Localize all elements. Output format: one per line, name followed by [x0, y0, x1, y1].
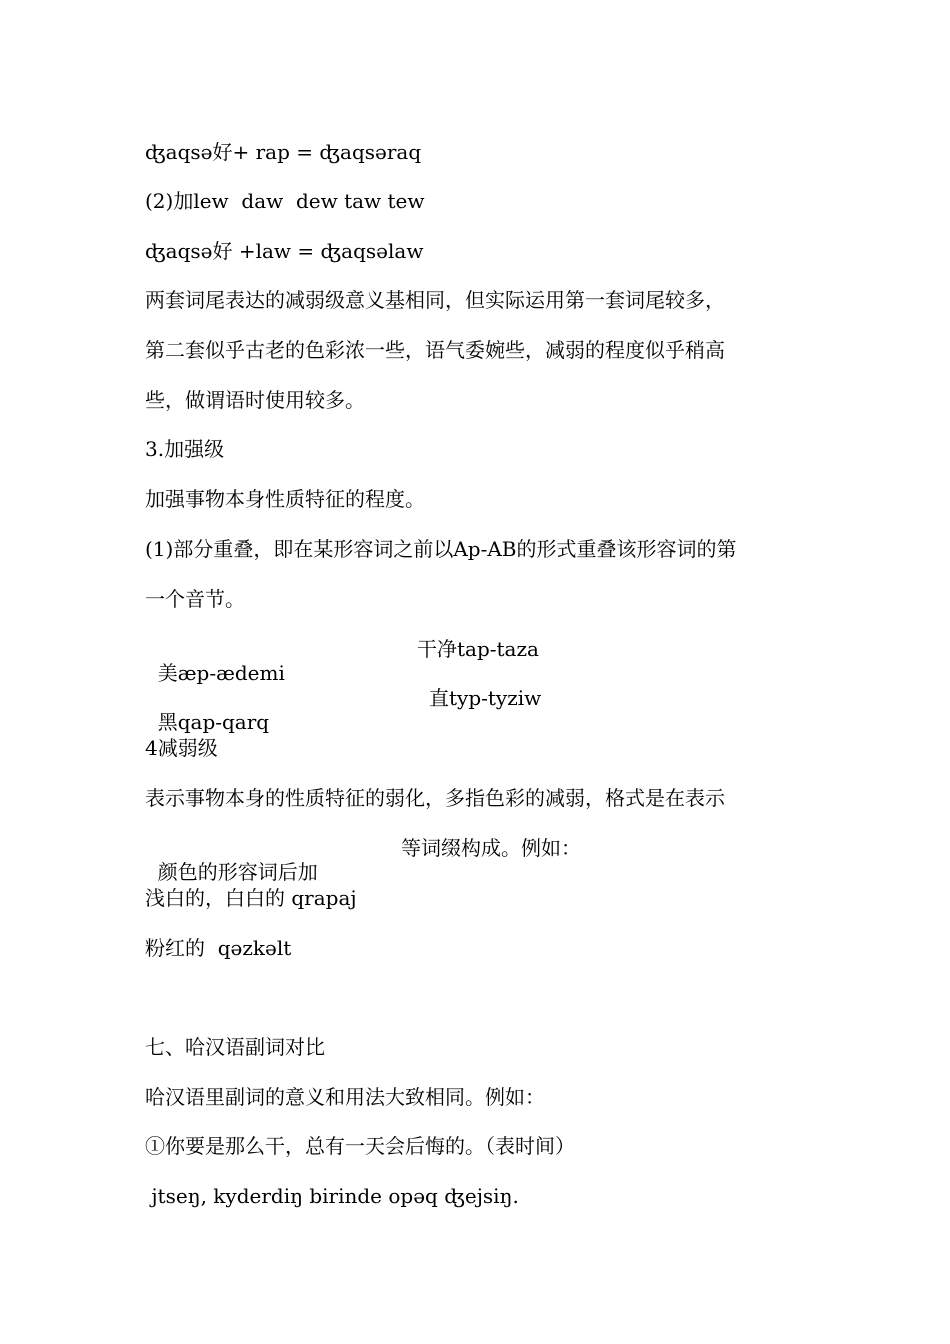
section-heading-intensive: 3.加强级	[145, 437, 225, 461]
paragraph-line-3: 些，做谓语时使用较多。	[145, 388, 365, 412]
example-straight: 直typ-tyziw	[429, 686, 542, 710]
paragraph-line-8	[145, 836, 318, 884]
example-pale-white: 浅白的，白白的 qrapaj	[145, 886, 357, 910]
paragraph-line-8-end: 等词缀构成。例如：	[401, 836, 581, 860]
paragraph-line-6: 一个音节。	[145, 587, 245, 611]
example-line-3: ʤaqsə好 +law = ʤaqsəlaw	[145, 239, 424, 263]
example-line-1: ʤaqsə好+ rap = ʤaqsəraq	[145, 140, 422, 164]
paragraph-line-7: 表示事物本身的性质特征的弱化，多指色彩的减弱，格式是在表示	[145, 786, 725, 810]
example-black: 黑qap-qarq	[157, 710, 270, 734]
example-transcription-1: jtseŋ, kyderdiŋ birinde opəq ʤejsiŋ.	[145, 1184, 519, 1208]
paragraph-line-4: 加强事物本身性质特征的程度。	[145, 487, 425, 511]
example-pair-2	[145, 686, 270, 734]
paragraph-line-2: 第二套似乎古老的色彩浓一些，语气委婉些，减弱的程度似乎稍高	[145, 338, 725, 362]
example-pink: 粉红的 qəzkəlt	[145, 936, 292, 960]
example-pair-1	[145, 637, 285, 685]
paragraph-line-5: (1)部分重叠，即在某形容词之前以Ap-AB的形式重叠该形容词的第	[145, 537, 737, 561]
section-heading-adverbs: 七、哈汉语副词对比	[145, 1035, 325, 1059]
paragraph-line-1: 两套词尾表达的减弱级意义基相同，但实际运用第一套词尾较多，	[145, 288, 725, 312]
example-clean: 干净tap-taza	[417, 637, 539, 661]
example-line-2: (2)加lew daw dew taw tew	[145, 189, 425, 213]
paragraph-line-8-start: 颜色的形容词后加	[157, 860, 318, 884]
example-sentence-1: ①你要是那么干，总有一天会后悔的。（表时间）	[145, 1134, 575, 1158]
paragraph-line-9: 哈汉语里副词的意义和用法大致相同。例如：	[145, 1085, 545, 1109]
section-heading-diminutive: 4减弱级	[145, 736, 218, 760]
example-beautiful: 美æp-ædemi	[157, 661, 285, 685]
